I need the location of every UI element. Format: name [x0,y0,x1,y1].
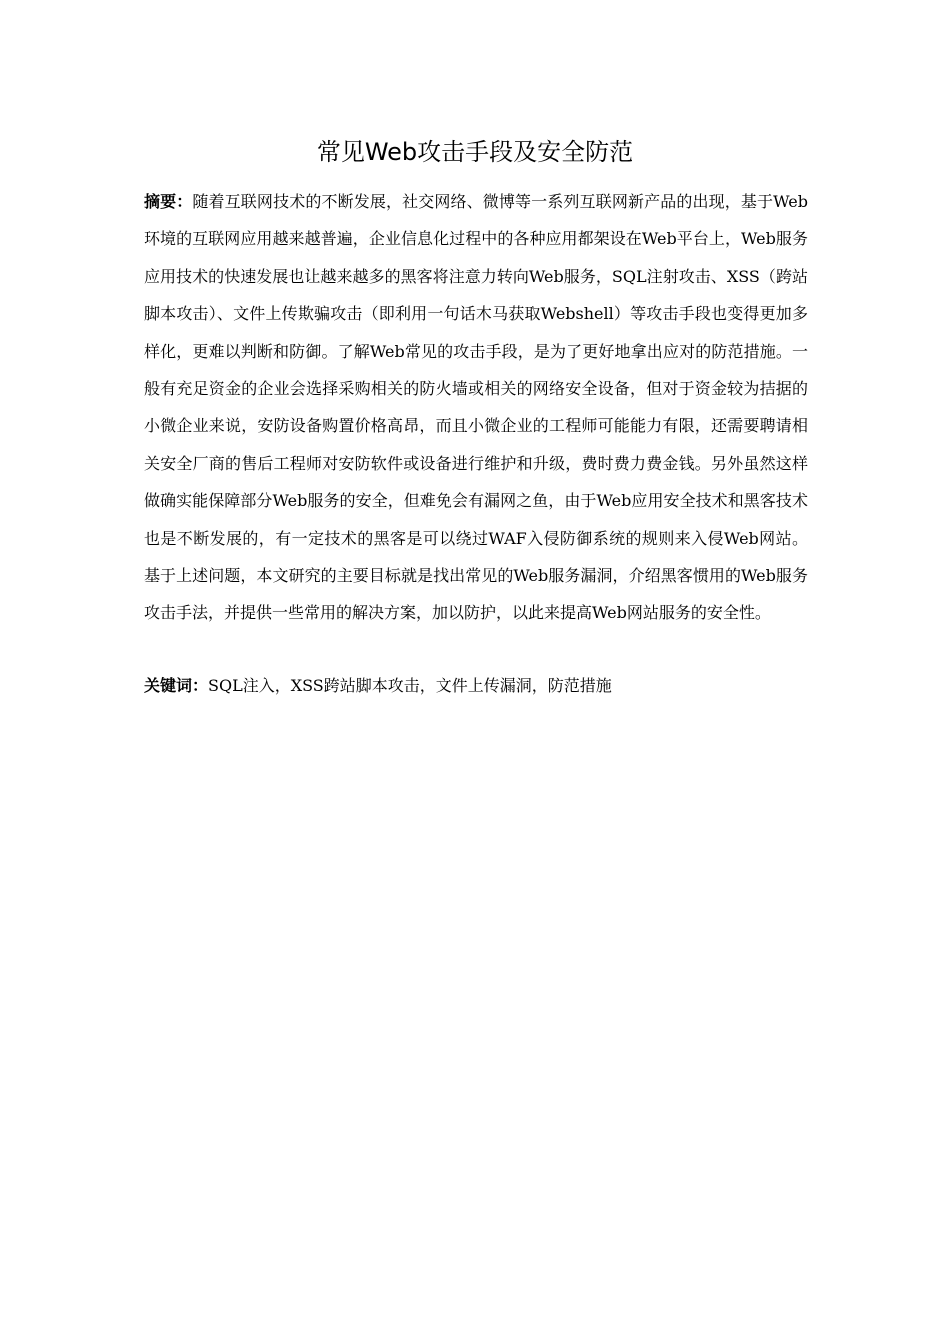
document-title: 常见Web攻击手段及安全防范 [316,138,634,166]
keywords-paragraph [144,668,808,704]
abstract-text: 随着互联网技术的不断发展，社交网络、微博等一系列互联网新产品的出现，基于Web环境的互联网应用越来越普遍，企业信息化过程中的各种应用都架设在Web平台上，Web服务应用技术的快速发展也让越来越多的黑客将注意力转向Web服务，SQL注射攻击、XSS（跨站脚本攻击）、文件上传欺骗攻击（即利用一句话木马获取Webshell）等攻击手段也变得更加多样化，更难以判断和防御。了解Web常见的攻击手段，是为了更好地拿出应对的防范措施。一般有充足资金的企业会选择采购相关的防火墙或相关的网络安全设备，但对于资金较为拮据的小微企业来说，安防设备购置价格高昂，而且小微企业的工程师可能能力有限，还需要聘请相关安全厂商的售后工程师对安防软件或设备进行维护和升级，费时费力费金钱。另外虽然这样做确实能保障部分Web服务的安全，但难免会有漏网之鱼，由于Web应用安全技术和黑客技术也是不断发展的，有一定技术的黑客是可以绕过WAF入侵防御系统的规则来入侵Web网站。基于上述问题，本文研究的主要目标就是找出常见的Web服务漏洞，介绍黑客惯用的Web服务攻击手法，并提供一些常用的解决方案，加以防护，以此来提高Web网站服务的安全性。 [144,192,808,623]
keywords-label: 关键词： [144,676,209,695]
keywords-text: SQL注入，XSS跨站脚本攻击，文件上传漏洞，防范措施 [208,676,612,695]
abstract-paragraph [144,183,808,632]
abstract-label: 摘要： [144,192,193,211]
